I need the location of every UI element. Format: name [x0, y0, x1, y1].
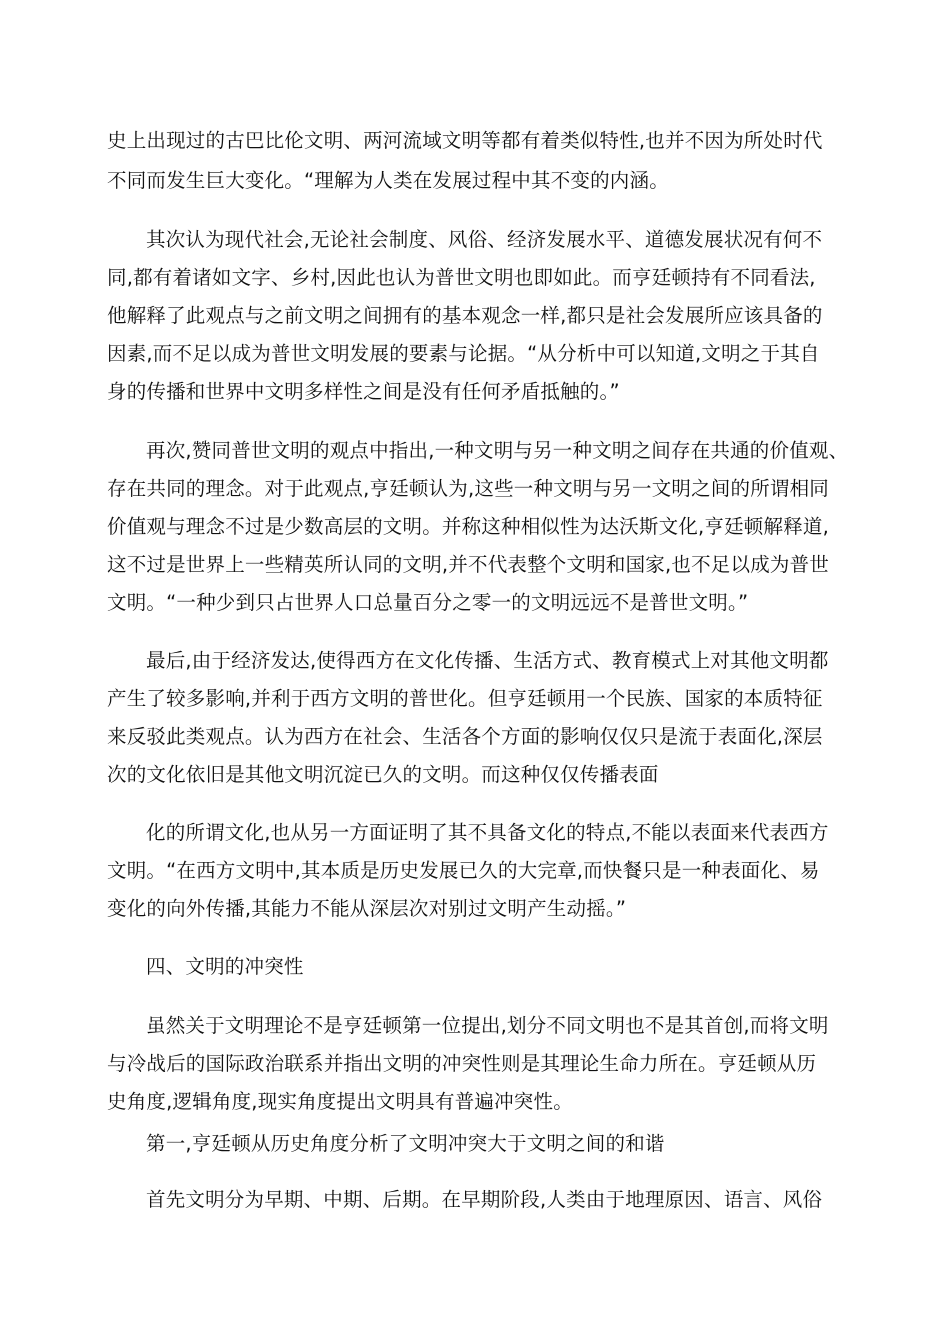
text-line: 化的所谓文化,也从另一方面证明了其不具备文化的特点,不能以表面来代表西方 [146, 821, 829, 844]
text-line: 变化的向外传播,其能力不能从深层次对别过文明产生动摇。” [107, 897, 627, 920]
text-line: 次的文化依旧是其他文明沉淀已久的文明。而这种仅仅传播表面 [107, 763, 659, 786]
text-line: 最后,由于经济发达,使得西方在文化传播、生活方式、教育模式上对其他文明都 [146, 649, 829, 672]
text-line: 存在共同的理念。对于此观点,亨廷顿认为,这些一种文明与另一文明之间的所谓相同 [107, 477, 829, 500]
text-line: 史角度,逻辑角度,现实角度提出文明具有普遍冲突性。 [107, 1090, 573, 1113]
text-line: 再次,赞同普世文明的观点中指出,一种文明与另一种文明之间存在共通的价值观、 [146, 439, 849, 462]
text-line: 来反驳此类观点。认为西方在社会、生活各个方面的影响仅仅只是流于表面化,深层 [107, 725, 823, 748]
text-line: 首先文明分为早期、中期、后期。在早期阶段,人类由于地理原因、语言、风俗 [146, 1188, 823, 1211]
text-line: 这不过是世界上一些精英所认同的文明,并不代表整个文明和国家,也不足以成为普世 [107, 553, 829, 576]
text-line: 同,都有着诸如文字、乡村,因此也认为普世文明也即如此。而亨廷顿持有不同看法, [107, 266, 816, 289]
text-line: 不同而发生巨大变化。“理解为人类在发展过程中其不变的内涵。 [107, 169, 669, 192]
text-line: 价值观与理念不过是少数高层的文明。并称这种相似性为达沃斯文化,亨廷顿解释道, [107, 515, 829, 538]
text-line: 其次认为现代社会,无论社会制度、风俗、经济发展水平、道德发展状况有何不 [146, 228, 823, 251]
text-line: 他解释了此观点与之前文明之间拥有的基本观念一样,都只是社会发展所应该具备的 [107, 304, 823, 327]
text-line: 文明。“在西方文明中,其本质是历史发展已久的大完章,而快餐只是一种表面化、易 [107, 859, 820, 882]
text-line: 虽然关于文明理论不是亨廷顿第一位提出,划分不同文明也不是其首创,而将文明 [146, 1014, 829, 1037]
text-line: 因素,而不足以成为普世文明发展的要素与论据。“从分析中可以知道,文明之于其自 [107, 342, 820, 365]
heading-text: 四、文明的冲突性 [146, 955, 304, 978]
text-line: 第一,亨廷顿从历史角度分析了文明冲突大于文明之间的和谐 [146, 1132, 665, 1155]
text-line: 产生了较多影响,并利于西方文明的普世化。但亨廷顿用一个民族、国家的本质特征 [107, 687, 823, 710]
text-line: 身的传播和世界中文明多样性之间是没有任何矛盾抵触的。” [107, 380, 620, 403]
text-line: 与冷战后的国际政治联系并指出文明的冲突性则是其理论生命力所在。亨廷顿从历 [107, 1052, 817, 1075]
text-line: 史上出现过的古巴比伦文明、两河流域文明等都有着类似特性,也并不因为所处时代 [107, 129, 823, 152]
text-line: 文明。“一种少到只占世界人口总量百分之零一的文明远远不是普世文明。” [107, 591, 749, 614]
